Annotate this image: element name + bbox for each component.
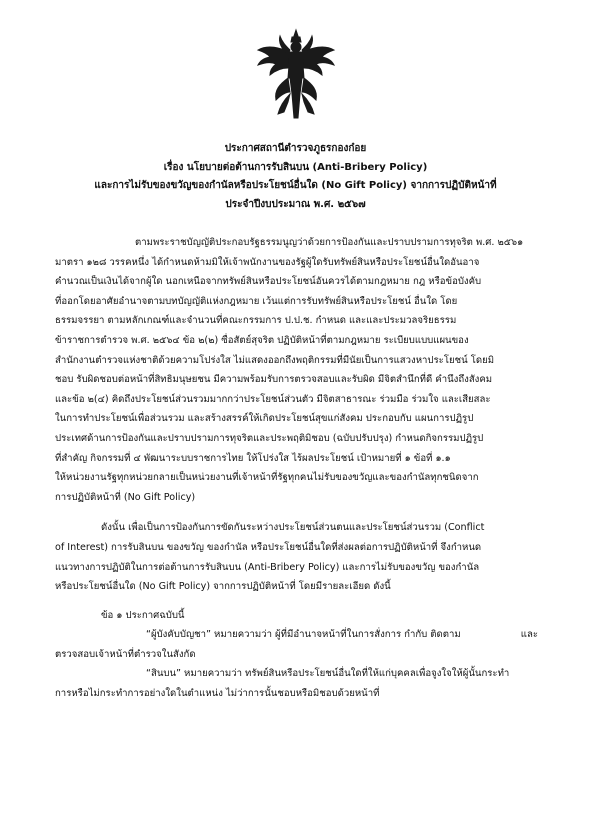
header-fiscal-year: ประจำปีงบประมาณ พ.ศ. ๒๕๖๗ xyxy=(225,198,366,210)
paragraph1-line: ที่สำคัญ กิจกรรมที่ ๔ พัฒนาระบบราชการไทย ให้โปร่งใส ไร้ผลประโยชน์ เป้าหมายที่ ๑ ข้อที่ ๑.๑ xyxy=(55,452,451,464)
paragraph-spacer xyxy=(55,507,538,518)
paragraph1-line: และข้อ ๒(๔) คิดถึงประโยชน์ส่วนรวมมากกว่าประโยชน์ส่วนตัว มีจิตสาธารณะ ร่วมมือ ร่วมใจ และเสียสละ xyxy=(55,393,491,405)
paragraph1-line: ประเทศด้านการป้องกันและปราบปรามการทุจริตและประพฤติมิชอบ (ฉบับปรับปรุง) กำหนดกิจกรรมปฏิรูป xyxy=(55,432,484,444)
clause1-definition-supervisor-continued: ตรวจสอบเจ้าหน้าที่ตำรวจในสังกัด xyxy=(55,648,196,660)
definition-text-end: และ xyxy=(520,629,538,641)
header-subject-continued: และการไม่รับของขวัญของกำนัลหรือประโยชน์อื่นใด (No Gift Policy) จากการปฏิบัติหน้าที่ xyxy=(94,180,497,191)
paragraph2-line: of Interest) การรับสินบน ของขวัญ ของกำนัล หรือประโยชน์อื่นใดที่ส่งผลต่อการปฏิบัติหน้าที่ จึงกำหนด xyxy=(55,541,482,553)
document-body xyxy=(55,233,538,704)
paragraph1-line: การปฏิบัติหน้าที่ (No Gift Policy) xyxy=(55,491,196,503)
clause1-definition-supervisor xyxy=(55,625,538,645)
header-title: ประกาศสถานีตำรวจภูธรกองก๋อย xyxy=(224,143,367,154)
paragraph1-line: คำนวณเป็นเงินได้จากผู้ใด นอกเหนือจากทรัพย์สินหรือประโยชน์อันควรได้ตามกฎหมาย กฎ หรือข้อบังคับ xyxy=(55,276,482,288)
paragraph1-line: ชอบ รับผิดชอบต่อหน้าที่สิทธิมนุษยชน มีความพร้อมรับการตรวจสอบและรับผิด มีจิตสำนึกที่ดี คำนึงถึงสังคม xyxy=(55,374,493,386)
paragraph2-line: แนวทางการปฏิบัติในการต่อต้านการรับสินบน (Anti-Bribery Policy) และการไม่รับของขวัญ ของกำนัล xyxy=(55,561,480,573)
paragraph1-line: ธรรมจรรยา ตามหลักเกณฑ์และจำนวนที่คณะกรรมการ ป.ป.ช. กำหนด และและประมวลจริยธรรม xyxy=(55,315,457,327)
paragraph2-line: หรือประโยชน์อื่นใด (No Gift Policy) จากการปฏิบัติหน้าที่ โดยมีรายละเอียด ดังนี้ xyxy=(55,581,391,593)
clause1-definition-bribe-continued: การหรือไม่กระทำการอย่างใดในตำแหน่ง ไม่ว่าการนั้นชอบหรือมิชอบด้วยหน้าที่ xyxy=(55,688,380,700)
paragraph1-line: มาตรา ๑๒๘ วรรคหนึ่ง ได้กำหนดห้ามมิให้เจ้าพนักงานของรัฐผู้ใดรับทรัพย์สินหรือประโยชน์อื่นใดอันอาจ xyxy=(55,256,480,268)
paragraph1-line: ให้หน่วยงานรัฐทุกหน่วยกลายเป็นหน่วยงานที่เจ้าหน้าที่รัฐทุกคนไม่รับของขวัญและของกำนัลทุกชนิดจาก xyxy=(55,472,479,484)
announcement-header xyxy=(60,140,531,214)
paragraph1-line: ที่ออกโดยอาศัยอำนาจตามบทบัญญัติแห่งกฎหมาย เว้นแต่การรับทรัพย์สินหรือประโยชน์ อื่นใด โดย xyxy=(55,295,458,307)
definition-text: “ผู้บังคับบัญชา” หมายความว่า ผู้ที่มีอำนาจหน้าที่ในการสั่งการ กำกับ ติดตาม xyxy=(146,629,461,641)
clause1-title: ข้อ ๑ ประกาศฉบับนี้ xyxy=(101,609,185,621)
paragraph1-line: ในการทำประโยชน์เพื่อส่วนรวม และสร้างสรรค์ให้เกิดประโยชน์สุขแก่สังคม ประกอบกับ แผนการปฏิรูป xyxy=(55,413,474,425)
clause1-definition-bribe: “สินบน” หมายความว่า ทรัพย์สินหรือประโยชน์อื่นใดที่ให้แก่บุคคลเพื่อจูงใจให้ผู้นั้นกระทำ xyxy=(146,668,510,680)
paragraph-spacer xyxy=(55,597,538,606)
paragraph1-line: ข้าราชการตำรวจ พ.ศ. ๒๕๖๔ ข้อ ๒(๒) ซื่อสัตย์สุจริต ปฏิบัติหน้าที่ตามกฎหมาย ระเบียบแบบแผนของ xyxy=(55,334,469,346)
paragraph1-line: ตามพระราชบัญญัติประกอบรัฐธรรมนูญว่าด้วยการป้องกันและปราบปรามการทุจริต พ.ศ. ๒๕๖๑ xyxy=(135,237,524,248)
header-subject: เรื่อง นโยบายต่อต้านการรับสินบน (Anti-Bribery Policy) xyxy=(163,161,428,173)
paragraph1-line: สำนักงานตำรวจแห่งชาติด้วยความโปร่งใส ไม่แสดงออกถึงพฤติกรรมที่มีนัยเป็นการแสวงหาประโยชน์ โดยมิ xyxy=(55,354,495,366)
garuda-emblem-icon xyxy=(254,28,338,120)
paragraph2-line: ดังนั้น เพื่อเป็นการป้องกันการขัดกันระหว่างประโยชน์ส่วนตนและประโยชน์ส่วนรวม (Conflict xyxy=(101,522,485,534)
